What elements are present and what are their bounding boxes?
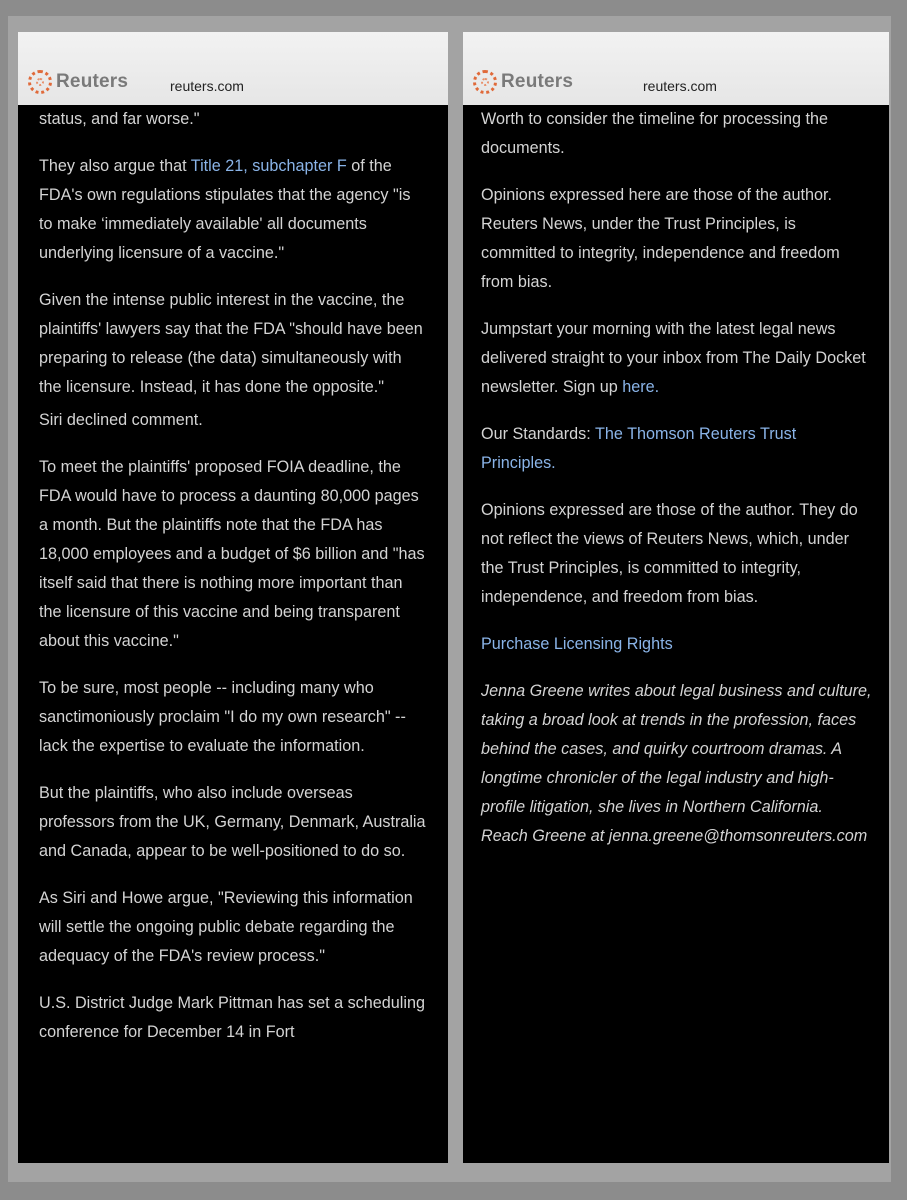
reuters-logo-icon [473,70,497,94]
article-paragraph [481,420,873,478]
sign-up-here-link[interactable]: here. [622,378,660,396]
article-paragraph: But the plaintiffs, who also include overseas professors from the UK, Germany, Denmark, Australia and Canada, appear to be well-positioned to do so. [39,784,426,860]
article-paragraph: status, and far worse." [39,110,200,128]
article-paragraph: To be sure, most people -- including many who sanctimoniously proclaim "I do my own research" -- lack the expertise to evaluate the information. [39,679,406,755]
right-screenshot-panel [463,32,889,1163]
paragraph-text: Jumpstart your morning with the latest legal news delivered straight to your inbox from The Daily Docket newsletter. Sign up [481,320,866,396]
article-paragraph: To meet the plaintiffs' proposed FOIA deadline, the FDA would have to process a daunting 80,000 pages a month. But the plaintiffs note that the FDA has 18,000 employees and a budget of $6 billion and "has itself said that there is nothing more important than the licensure of this vaccine and being transparent about this vaccine." [39,458,425,650]
article-paragraph: Siri declined comment. [39,411,203,429]
link-separator: , [243,157,253,175]
reuters-logo[interactable] [473,70,573,94]
article-paragraph [481,315,873,402]
article-paragraph [39,152,428,268]
reuters-logo-icon [28,70,52,94]
article-paragraph: Opinions expressed here are those of the author. Reuters News, under the Trust Principles, is committed to integrity, independence and freedom from bias. [481,186,840,291]
left-screenshot-panel [18,32,448,1163]
title-21-link[interactable]: Title 21 [190,157,244,175]
article-paragraph: Given the intense public interest in the vaccine, the plaintiffs' lawyers say that the FDA "should have been preparing to release (the data) simultaneously with the licensure. Instead, it has done the opposite." [39,291,423,396]
article-paragraph: As Siri and Howe argue, "Reviewing this information will settle the ongoing public debate regarding the adequacy of the FDA's review process." [39,889,413,965]
paragraph-text: Our Standards: [481,425,595,443]
browser-address-bar [463,32,889,105]
article-paragraph: Opinions expressed are those of the author. They do not reflect the views of Reuters News, which, under the Trust Principles, is committed to integrity, independence, and freedom from bias. [481,501,858,606]
url-domain[interactable]: reuters.com [643,78,717,94]
logo-text: Reuters [56,71,129,92]
article-paragraph: U.S. District Judge Mark Pittman has set a scheduling conference for December 14 in Fort [39,994,425,1041]
logo-text: Reuters [501,71,574,92]
article-paragraph: Worth to consider the timeline for processing the documents. [481,110,829,157]
article-body [18,105,448,1047]
author-bio: Jenna Greene writes about legal business and culture, taking a broad look at trends in the profession, faces behind the cases, and quirky courtroom dramas. A longtime chronicler of the legal industry and high-profile litigation, she lives in Northern California. Reach Greene at jenna.greene@thomsonreuters.com [481,682,872,845]
paragraph-text: They also argue that [39,157,191,175]
reuters-logo[interactable] [28,70,128,94]
url-domain[interactable]: reuters.com [170,78,244,94]
purchase-licensing-rights-link[interactable]: Purchase Licensing Rights [481,635,673,653]
article-body [463,105,889,851]
paragraph-text: of the FDA's own regulations stipulates that the agency "is to make ‘immediately available' all documents underlying licensure of a vaccine." [39,157,411,262]
subchapter-f-link[interactable]: subchapter F [252,157,347,175]
trust-principles-link[interactable]: The Thomson Reuters Trust Principles. [481,425,797,472]
browser-address-bar [18,32,448,105]
article-paragraph [481,630,873,659]
